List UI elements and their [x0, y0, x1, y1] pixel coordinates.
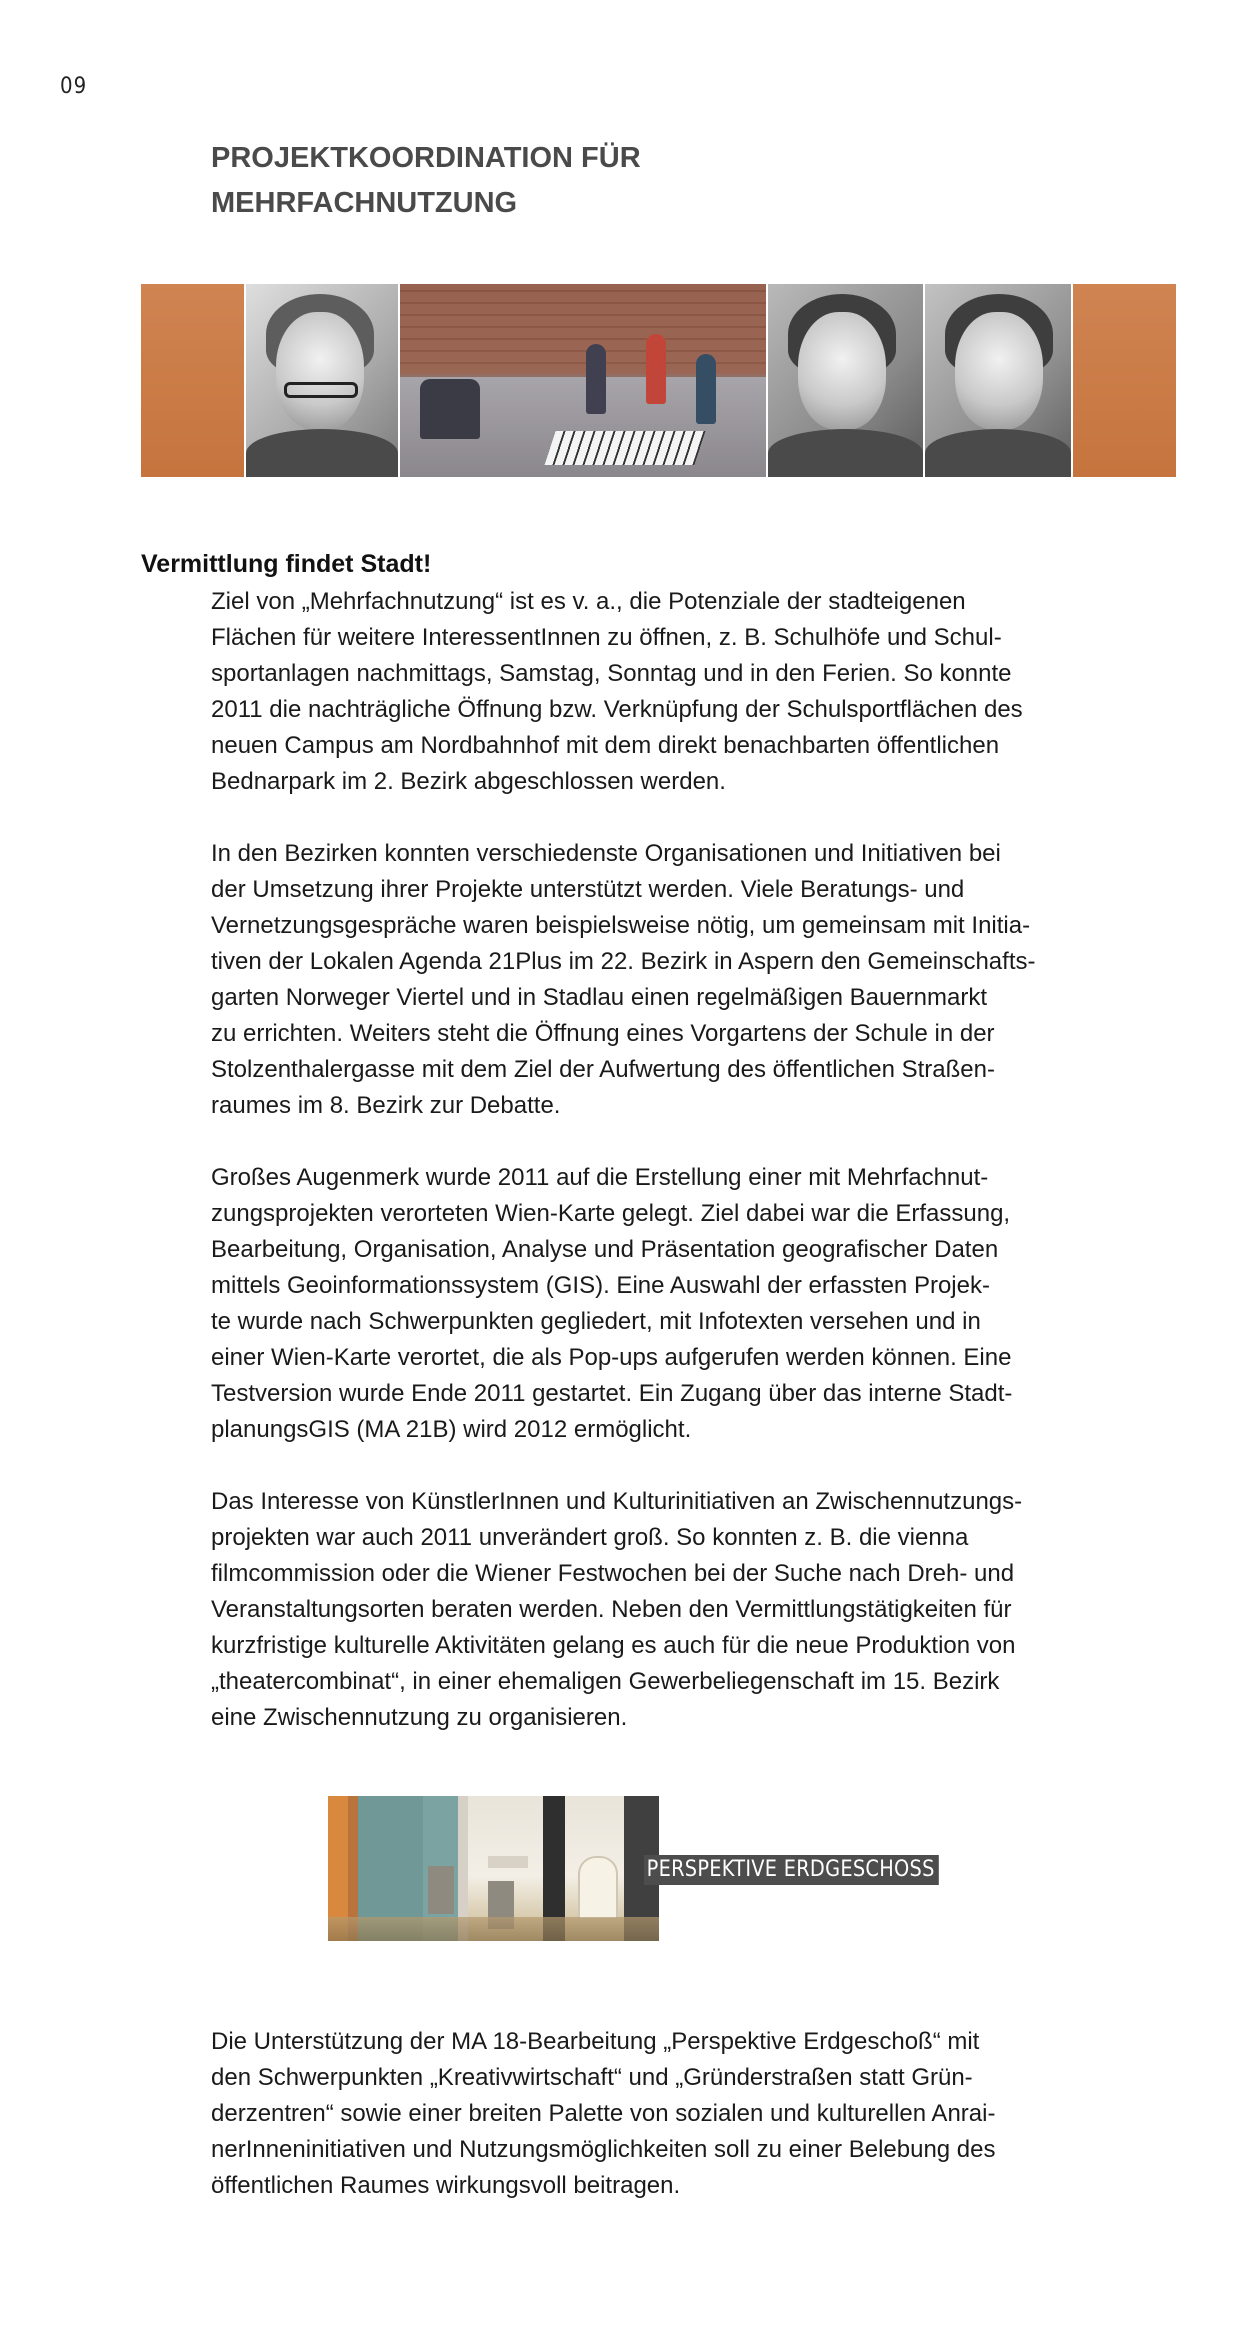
text-line: te wurde nach Schwerpunkten gegliedert, mit Infotexten versehen und in [211, 1308, 981, 1335]
text-line: garten Norweger Viertel und in Stadlau einen regelmäßigen Bauernmarkt [211, 984, 988, 1011]
paragraph-zwischennutzung [211, 1484, 1111, 1736]
text-line: zu errichten. Weiters steht die Öffnung eines Vorgartens der Schule in der [211, 1020, 995, 1047]
text-line: mittels Geoinformationssystem (GIS). Eine Auswahl der erfassten Projek- [211, 1272, 990, 1299]
page-title-line: PROJEKTKOORDINATION FÜR [211, 142, 641, 174]
text-line: Bearbeitung, Organisation, Analyse und Präsentation geografischer Daten [211, 1236, 999, 1263]
text-line: Vernetzungsgespräche waren beispielsweise nötig, um gemeinsam mit Initia- [211, 912, 1031, 939]
paragraph-mehrfachnutzung [211, 584, 1111, 800]
text-line: filmcommission oder die Wiener Festwochen bei der Suche nach Dreh- und [211, 1560, 1015, 1587]
portrait-woman-dark-hair-photo [768, 284, 923, 477]
text-line: Stolzenthalergasse mit dem Ziel der Aufwertung des öffentlichen Straßen- [211, 1056, 995, 1083]
section-heading: Vermittlung findet Stadt! [141, 550, 432, 578]
text-line: 2011 die nachträgliche Öffnung bzw. Verknüpfung der Schulsportflächen des [211, 696, 1023, 723]
text-line: Großes Augenmerk wurde 2011 auf die Erstellung einer mit Mehrfachnut- [211, 1164, 989, 1191]
page-number: 09 [60, 74, 88, 99]
text-line: Ziel von „Mehrfachnutzung“ ist es v. a., die Potenziale der stadteigenen [211, 588, 966, 615]
paragraph-wien-karte [211, 1160, 1111, 1448]
perspektive-erdgeschoss-label: PERSPEKTIVE ERDGESCHOSS [644, 1855, 939, 1885]
text-line: Veranstaltungsorten beraten werden. Neben den Vermittlungstätigkeiten für [211, 1596, 1012, 1623]
paragraph-bezirke [211, 836, 1111, 1124]
text-line: raumes im 8. Bezirk zur Debatte. [211, 1092, 561, 1119]
text-line: Die Unterstützung der MA 18-Bearbeitung „Perspektive Erdgeschoß“ mit [211, 2028, 980, 2055]
text-line: den Schwerpunkten „Kreativwirtschaft“ und „Gründerstraßen statt Grün- [211, 2064, 973, 2091]
page-title [211, 136, 641, 226]
text-line: derzentren“ sowie einer breiten Palette von sozialen und kulturellen Anrai- [211, 2100, 996, 2127]
text-line: kurzfristige kulturelle Aktivitäten gelang es auch für die neue Produktion von [211, 1632, 1016, 1659]
text-line: tiven der Lokalen Agenda 21Plus im 22. Bezirk in Aspern den Gemeinschafts- [211, 948, 1036, 975]
orange-block-right [1073, 284, 1176, 477]
portrait-woman-glasses-photo [246, 284, 398, 477]
text-line: projekten war auch 2011 unverändert groß. So konnten z. B. die vienna [211, 1524, 969, 1551]
text-line: planungsGIS (MA 21B) wird 2012 ermöglicht. [211, 1416, 692, 1443]
photo-strip [141, 284, 1177, 477]
text-line: öffentlichen Raumes wirkungsvoll beitragen. [211, 2172, 681, 2199]
text-line: einer Wien-Karte verortet, die als Pop-ups aufgerufen werden können. Eine [211, 1344, 1012, 1371]
text-line: zungsprojekten verorteten Wien-Karte gelegt. Ziel dabei war die Erfassung, [211, 1200, 1011, 1227]
portrait-woman-smiling-photo [925, 284, 1071, 477]
text-line: eine Zwischennutzung zu organisieren. [211, 1704, 628, 1731]
paragraph-perspektive-erdgeschoss [211, 2024, 1111, 2204]
music-workshop-photo [400, 284, 766, 477]
text-line: Das Interesse von KünstlerInnen und Kulturinitiativen an Zwischennutzungs- [211, 1488, 1023, 1515]
text-line: neuen Campus am Nordbahnhof mit dem direkt benachbarten öffentlichen [211, 732, 1000, 759]
page-title-line: MEHRFACHNUTZUNG [211, 187, 518, 219]
perspektive-erdgeschoss-photo [328, 1796, 659, 1941]
text-line: Flächen für weitere InteressentInnen zu öffnen, z. B. Schulhöfe und Schul- [211, 624, 1002, 651]
text-line: der Umsetzung ihrer Projekte unterstützt werden. Viele Beratungs- und [211, 876, 965, 903]
text-line: nerInneninitiativen und Nutzungsmöglichkeiten soll zu einer Belebung des [211, 2136, 996, 2163]
text-line: Bednarpark im 2. Bezirk abgeschlossen werden. [211, 768, 726, 795]
text-line: Testversion wurde Ende 2011 gestartet. Ein Zugang über das interne Stadt- [211, 1380, 1013, 1407]
orange-block-left [141, 284, 244, 477]
text-line: In den Bezirken konnten verschiedenste Organisationen und Initiativen bei [211, 840, 1001, 867]
text-line: „theatercombinat“, in einer ehemaligen Gewerbeliegenschaft im 15. Bezirk [211, 1668, 1000, 1695]
text-line: sportanlagen nachmittags, Samstag, Sonntag und in den Ferien. So konnte [211, 660, 1012, 687]
